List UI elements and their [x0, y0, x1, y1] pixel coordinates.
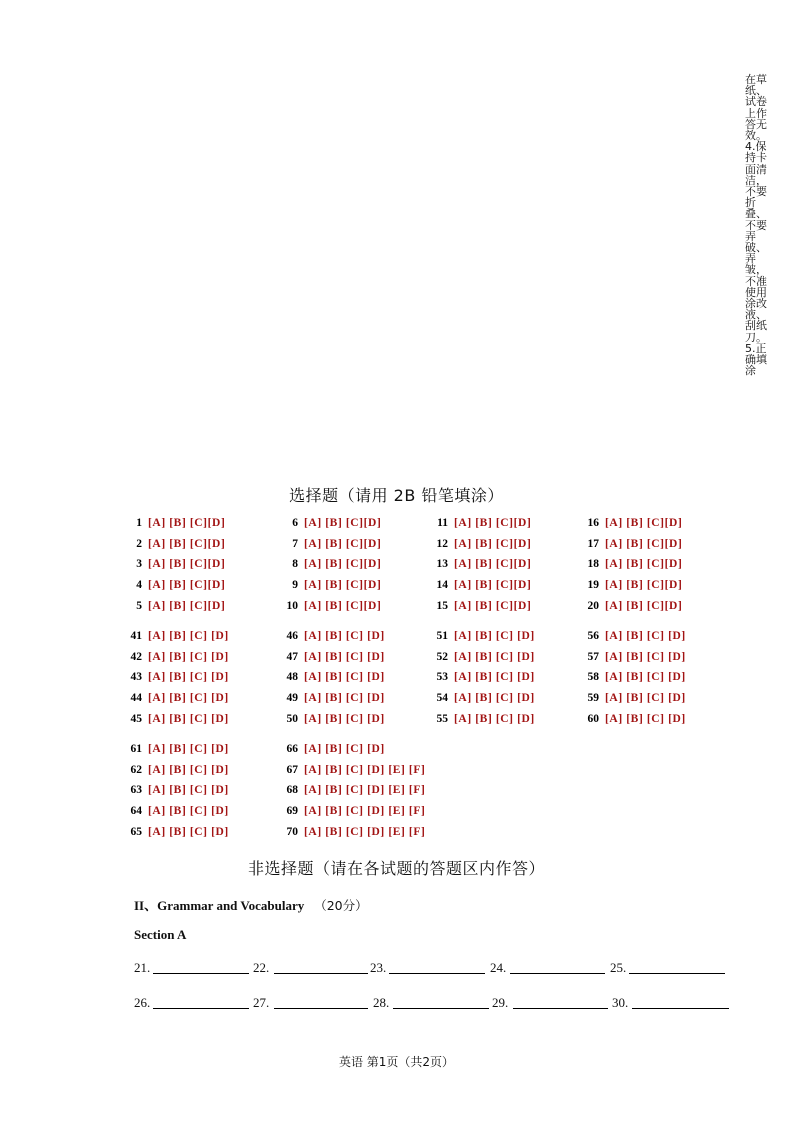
mc-question-61[interactable] [116, 741, 229, 757]
mc-section-title: 选择题（请用 2B 铅笔填涂） [289, 486, 504, 505]
question-number: 13 [436, 558, 448, 571]
question-number: 9 [292, 579, 298, 592]
mc-question-50[interactable] [272, 711, 385, 727]
question-number: 56 [587, 630, 599, 642]
answer-bubbles[interactable]: [A] [B] [C] [D] [454, 692, 535, 705]
non-mc-section-title: 非选择题（请在各试题的答题区内作答） [247, 859, 545, 878]
question-number: 64 [130, 805, 142, 818]
question-number: 54 [436, 692, 448, 705]
answer-bubbles[interactable]: [A] [B] [C][D] [454, 537, 532, 550]
blank-number: 26. [134, 995, 151, 1010]
question-number: 63 [130, 784, 142, 797]
answer-bubbles[interactable]: [A] [B] [C] [D] [E] [F] [304, 805, 426, 818]
question-number: 7 [292, 537, 298, 550]
blank-row-1 [134, 960, 754, 978]
answer-bubbles[interactable]: [A] [B] [C][D] [304, 537, 382, 550]
blank-number: 24. [490, 960, 507, 975]
question-number: 42 [130, 650, 142, 663]
mc-question-54[interactable] [422, 690, 535, 706]
question-number: 8 [292, 558, 298, 571]
question-number: 68 [286, 784, 298, 797]
question-number: 1 [136, 517, 142, 529]
answer-bubbles[interactable]: [A] [B] [C][D] [304, 599, 382, 612]
answer-bubbles[interactable]: [A] [B] [C] [D] [605, 650, 686, 663]
answer-bubbles[interactable]: [A] [B] [C] [D] [454, 671, 535, 684]
mc-question-43[interactable] [116, 669, 229, 685]
answer-bubbles[interactable]: [A] [B] [C] [D] [148, 784, 229, 797]
question-number: 48 [286, 671, 298, 684]
answer-bubbles[interactable]: [A] [B] [C] [D] [148, 630, 229, 642]
side-instructions: 在草纸、试卷上作答无效。4.保持卡面清洁，不要折叠、不要弄破、弄皱，不准使用涂改液、刮纸刀。5.正确填涂 [745, 73, 767, 378]
answer-bubbles[interactable]: [A] [B] [C][D] [148, 517, 226, 529]
mc-question-3[interactable] [116, 556, 225, 572]
mc-question-19[interactable] [573, 577, 682, 593]
question-number: 66 [286, 743, 298, 755]
mc-question-5[interactable] [116, 598, 225, 614]
answer-bubbles[interactable]: [A] [B] [C] [D] [605, 630, 686, 642]
question-number: 41 [130, 630, 142, 642]
question-number: 51 [436, 630, 448, 642]
answer-bubbles[interactable]: [A] [B] [C] [D] [148, 671, 229, 684]
mc-question-47[interactable] [272, 649, 385, 665]
mc-question-17[interactable] [573, 536, 682, 552]
answer-bubbles[interactable]: [A] [B] [C] [D] [148, 763, 229, 776]
answer-bubbles[interactable]: [A] [B] [C][D] [304, 517, 382, 529]
blank-number: 28. [373, 995, 390, 1010]
blank-number: 21. [134, 960, 151, 975]
question-number: 53 [436, 671, 448, 684]
grammar-points: （20分） [314, 898, 368, 913]
answer-bubbles[interactable]: [A] [B] [C][D] [148, 599, 226, 612]
answer-bubbles[interactable]: [A] [B] [C][D] [605, 579, 683, 592]
answer-line [274, 973, 368, 974]
question-number: 61 [130, 743, 142, 755]
mc-question-65[interactable] [116, 824, 229, 840]
mc-question-1[interactable] [116, 515, 225, 531]
mc-question-4[interactable] [116, 577, 225, 593]
blank-row-2 [134, 995, 754, 1013]
answer-bubbles[interactable]: [A] [B] [C] [D] [E] [F] [304, 784, 426, 797]
blank-29[interactable] [492, 995, 508, 1011]
question-number: 18 [587, 558, 599, 571]
mc-question-56[interactable] [573, 628, 686, 644]
mc-question-60[interactable] [573, 711, 686, 727]
mc-question-57[interactable] [573, 649, 686, 665]
answer-bubbles[interactable]: [A] [B] [C] [D] [304, 650, 385, 663]
mc-question-11[interactable] [422, 515, 531, 531]
blank-number: 29. [492, 995, 509, 1010]
mc-question-18[interactable] [573, 556, 682, 572]
answer-line [153, 1008, 249, 1009]
mc-question-63[interactable] [116, 782, 229, 798]
answer-bubbles[interactable]: [A] [B] [C] [D] [148, 692, 229, 705]
mc-question-13[interactable] [422, 556, 531, 572]
blank-number: 23. [370, 960, 387, 975]
question-number: 16 [587, 517, 599, 529]
blank-28[interactable] [373, 995, 389, 1011]
mc-question-70[interactable] [272, 824, 425, 840]
question-number: 17 [587, 537, 599, 550]
answer-bubbles[interactable]: [A] [B] [C] [D] [304, 743, 385, 755]
answer-bubbles[interactable]: [A] [B] [C][D] [454, 579, 532, 592]
blank-number: 25. [610, 960, 627, 975]
mc-question-67[interactable] [272, 762, 425, 778]
page-footer: 英语 第1页（共2页） [338, 1055, 455, 1069]
question-number: 59 [587, 692, 599, 705]
answer-bubbles[interactable]: [A] [B] [C] [D] [454, 630, 535, 642]
section-a-label: Section A [134, 927, 187, 942]
question-number: 58 [587, 671, 599, 684]
mc-question-12[interactable] [422, 536, 531, 552]
question-number: 11 [437, 517, 448, 529]
question-number: 10 [286, 599, 298, 612]
answer-bubbles[interactable]: [A] [B] [C] [D] [304, 630, 385, 642]
question-number: 65 [130, 825, 142, 838]
grammar-heading-text: II、Grammar and Vocabulary [134, 898, 305, 913]
mc-question-9[interactable] [272, 577, 381, 593]
mc-question-44[interactable] [116, 690, 229, 706]
question-number: 14 [436, 579, 448, 592]
answer-bubbles[interactable]: [A] [B] [C] [D] [304, 692, 385, 705]
mc-question-59[interactable] [573, 690, 686, 706]
answer-bubbles[interactable]: [A] [B] [C][D] [148, 537, 226, 550]
question-number: 46 [286, 630, 298, 642]
answer-line [393, 1008, 489, 1009]
blank-number: 22. [253, 960, 270, 975]
mc-question-52[interactable] [422, 649, 535, 665]
question-number: 60 [587, 712, 599, 725]
blank-22[interactable] [253, 960, 269, 976]
answer-bubbles[interactable]: [A] [B] [C] [D] [148, 712, 229, 725]
mc-question-10[interactable] [272, 598, 381, 614]
answer-bubbles[interactable]: [A] [B] [C][D] [148, 579, 226, 592]
answer-bubbles[interactable]: [A] [B] [C] [D] [E] [F] [304, 825, 426, 838]
mc-question-68[interactable] [272, 782, 425, 798]
mc-question-42[interactable] [116, 649, 229, 665]
question-number: 43 [130, 671, 142, 684]
answer-bubbles[interactable]: [A] [B] [C] [D] [E] [F] [304, 763, 426, 776]
mc-question-69[interactable] [272, 803, 425, 819]
answer-bubbles[interactable]: [A] [B] [C] [D] [605, 712, 686, 725]
mc-question-46[interactable] [272, 628, 385, 644]
answer-bubbles[interactable]: [A] [B] [C] [D] [454, 650, 535, 663]
mc-question-53[interactable] [422, 669, 535, 685]
answer-bubbles[interactable]: [A] [B] [C][D] [605, 517, 683, 529]
blank-number: 27. [253, 995, 270, 1010]
question-number: 19 [587, 579, 599, 592]
question-number: 50 [286, 712, 298, 725]
answer-bubbles[interactable]: [A] [B] [C] [D] [605, 671, 686, 684]
mc-question-58[interactable] [573, 669, 686, 685]
mc-question-2[interactable] [116, 536, 225, 552]
mc-question-66[interactable] [272, 741, 385, 757]
blank-25[interactable] [610, 960, 626, 976]
question-number: 57 [587, 650, 599, 663]
mc-question-51[interactable] [422, 628, 535, 644]
mc-question-6[interactable] [272, 515, 381, 531]
question-number: 49 [286, 692, 298, 705]
answer-bubbles[interactable]: [A] [B] [C][D] [304, 558, 382, 571]
answer-bubbles[interactable]: [A] [B] [C] [D] [605, 692, 686, 705]
question-number: 5 [136, 599, 142, 612]
question-number: 15 [436, 599, 448, 612]
mc-question-49[interactable] [272, 690, 385, 706]
question-number: 67 [286, 763, 298, 776]
answer-bubbles[interactable]: [A] [B] [C] [D] [304, 671, 385, 684]
answer-bubbles[interactable]: [A] [B] [C][D] [454, 599, 532, 612]
question-number: 44 [130, 692, 142, 705]
question-number: 69 [286, 805, 298, 818]
blank-26[interactable] [134, 995, 150, 1011]
question-number: 62 [130, 763, 142, 776]
mc-question-62[interactable] [116, 762, 229, 778]
question-number: 20 [587, 599, 599, 612]
answer-line [510, 973, 605, 974]
question-number: 6 [292, 517, 298, 529]
answer-bubbles[interactable]: [A] [B] [C] [D] [148, 650, 229, 663]
mc-question-8[interactable] [272, 556, 381, 572]
answer-line [632, 1008, 729, 1009]
answer-bubbles[interactable]: [A] [B] [C][D] [605, 558, 683, 571]
answer-line [389, 973, 485, 974]
mc-question-55[interactable] [422, 711, 535, 727]
answer-bubbles[interactable]: [A] [B] [C][D] [605, 537, 683, 550]
question-number: 70 [286, 825, 298, 838]
question-number: 12 [436, 537, 448, 550]
question-number: 3 [136, 558, 142, 571]
answer-line [153, 973, 249, 974]
blank-21[interactable] [134, 960, 150, 976]
answer-bubbles[interactable]: [A] [B] [C] [D] [148, 805, 229, 818]
blank-23[interactable] [370, 960, 386, 976]
mc-question-16[interactable] [573, 515, 682, 531]
answer-bubbles[interactable]: [A] [B] [C][D] [605, 599, 683, 612]
answer-line [513, 1008, 608, 1009]
answer-bubbles[interactable]: [A] [B] [C] [D] [304, 712, 385, 725]
answer-bubbles[interactable]: [A] [B] [C] [D] [148, 743, 229, 755]
answer-bubbles[interactable]: [A] [B] [C][D] [454, 558, 532, 571]
answer-bubbles[interactable]: [A] [B] [C] [D] [454, 712, 535, 725]
mc-question-48[interactable] [272, 669, 385, 685]
answer-bubbles[interactable]: [A] [B] [C][D] [454, 517, 532, 529]
answer-bubbles[interactable]: [A] [B] [C][D] [148, 558, 226, 571]
answer-line [274, 1008, 368, 1009]
mc-question-7[interactable] [272, 536, 381, 552]
answer-line [629, 973, 725, 974]
mc-question-20[interactable] [573, 598, 682, 614]
blank-27[interactable] [253, 995, 269, 1011]
question-number: 47 [286, 650, 298, 663]
question-number: 55 [436, 712, 448, 725]
answer-bubbles[interactable]: [A] [B] [C][D] [304, 579, 382, 592]
question-number: 52 [436, 650, 448, 663]
mc-question-41[interactable] [116, 628, 229, 644]
blank-number: 30. [612, 995, 629, 1010]
mc-question-64[interactable] [116, 803, 229, 819]
blank-24[interactable] [490, 960, 506, 976]
mc-question-14[interactable] [422, 577, 531, 593]
blank-30[interactable] [612, 995, 628, 1011]
question-number: 2 [136, 537, 142, 550]
grammar-heading [134, 895, 368, 914]
answer-bubbles[interactable]: [A] [B] [C] [D] [148, 825, 229, 838]
mc-question-15[interactable] [422, 598, 531, 614]
question-number: 45 [130, 712, 142, 725]
question-number: 4 [136, 579, 142, 592]
mc-question-45[interactable] [116, 711, 229, 727]
